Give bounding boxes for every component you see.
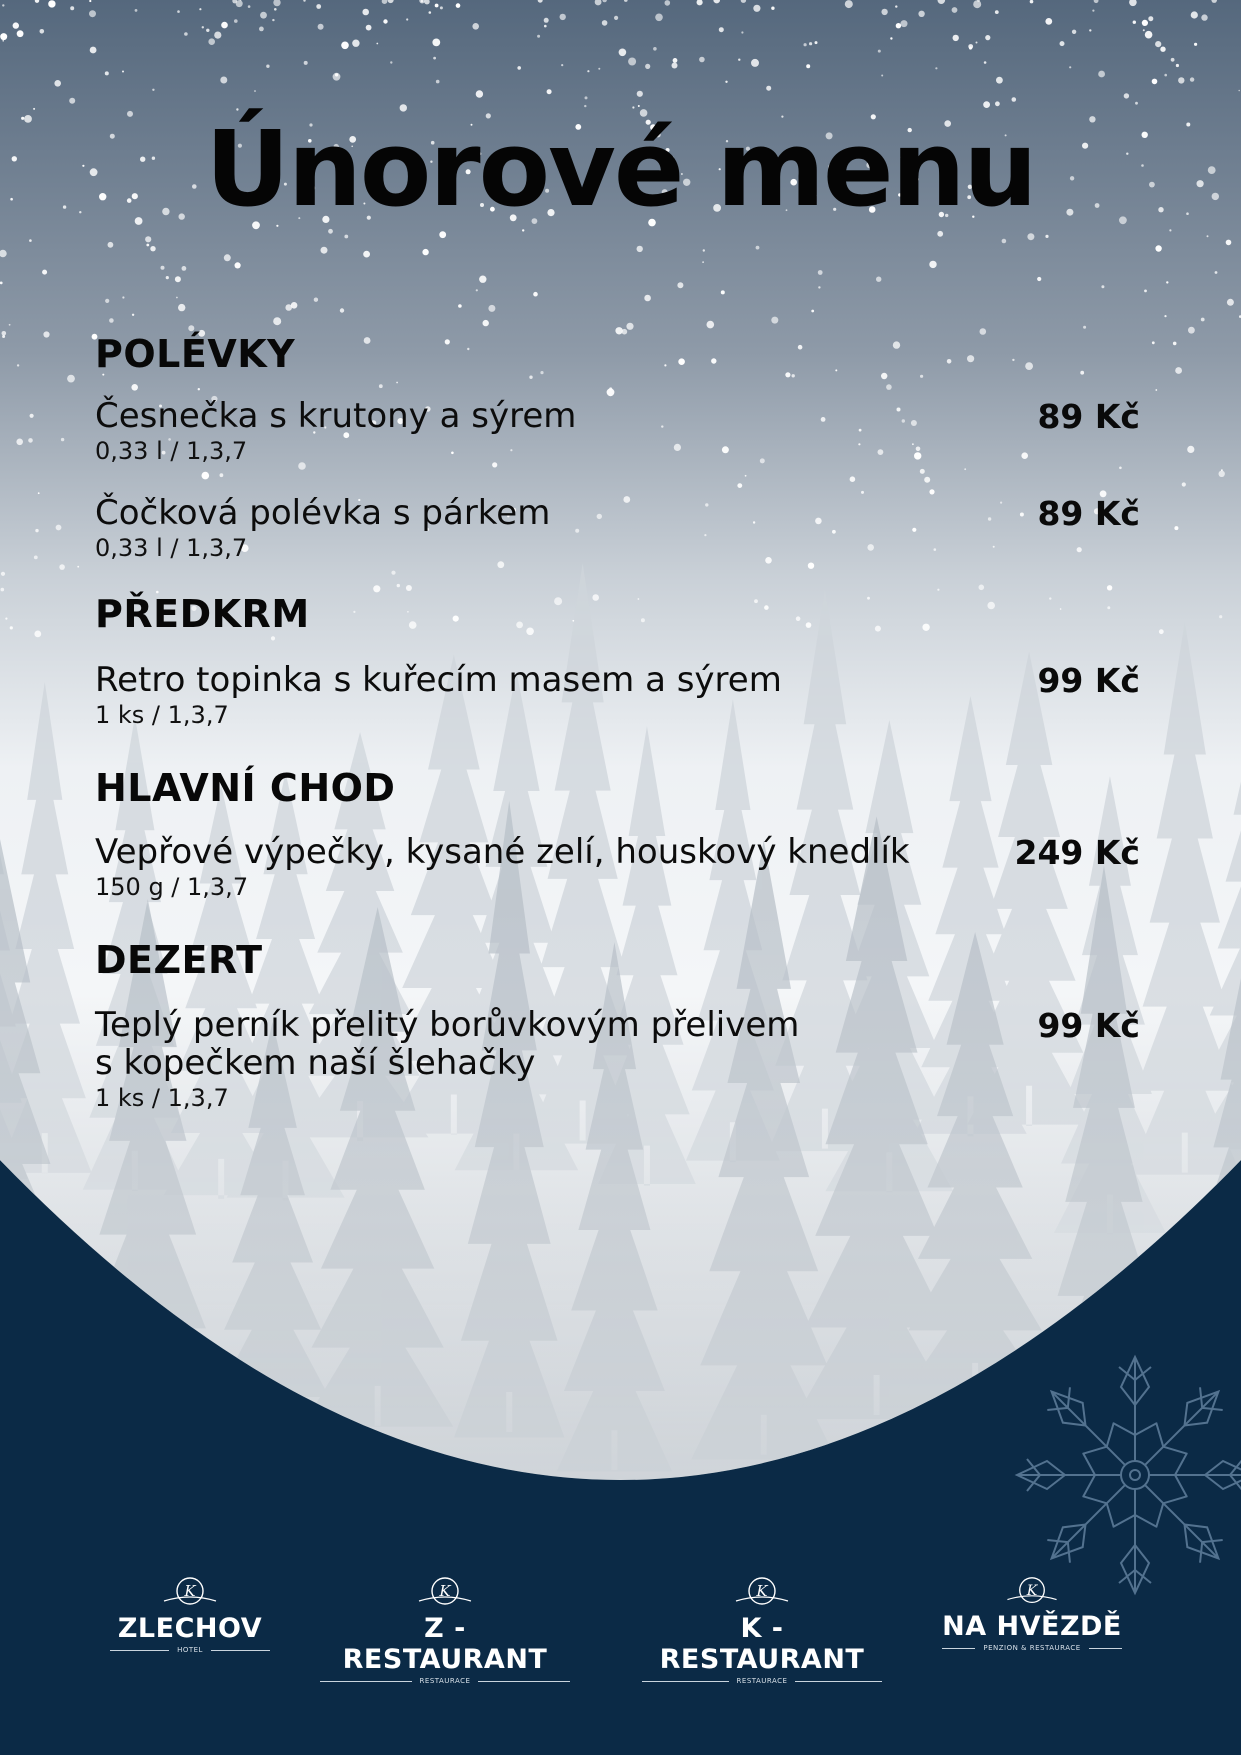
page-title: Únorové menu [205, 108, 1036, 230]
item-name: Retro topinka s kuřecím masem a sýrem [95, 660, 782, 700]
menu-item [95, 1006, 1140, 1112]
logo-rule [942, 1644, 1122, 1652]
logo-na-hvezde [942, 1575, 1122, 1652]
svg-text:K: K [439, 1582, 451, 1600]
k-emblem-icon [160, 1575, 220, 1611]
section-heading-soups: POLÉVKY [95, 332, 296, 376]
item-price: 99 Kč [1037, 661, 1140, 700]
logo-name: Z - RESTAURANT [342, 1613, 548, 1675]
logo-k-restaurant [642, 1575, 882, 1685]
svg-text:K: K [1026, 1582, 1038, 1599]
svg-text:K: K [756, 1582, 768, 1600]
logo-rule [110, 1646, 270, 1654]
item-portion-allergens: 1 ks / 1,3,7 [95, 1084, 229, 1112]
item-price: 99 Kč [1037, 1006, 1140, 1045]
logo-subtitle: RESTAURACE [419, 1677, 471, 1685]
menu-item [95, 661, 1140, 729]
logo-name: NA HVĚZDĚ [942, 1611, 1122, 1642]
k-emblem-icon [415, 1575, 475, 1611]
logo-name: K - RESTAURANT [659, 1613, 865, 1675]
item-portion-allergens: 1 ks / 1,3,7 [95, 701, 229, 729]
logo-zlechov [110, 1575, 270, 1654]
item-price: 89 Kč [1037, 397, 1140, 436]
logo-z-restaurant [320, 1575, 570, 1685]
logo-subtitle: PENZION & RESTAURACE [983, 1644, 1081, 1652]
item-portion-allergens: 0,33 l / 1,3,7 [95, 437, 248, 465]
partner-logos [0, 1575, 1241, 1685]
menu-item [95, 494, 1140, 562]
section-heading-starter: PŘEDKRM [95, 592, 310, 636]
logo-subtitle: HOTEL [177, 1646, 203, 1654]
section-heading-main-course: HLAVNÍ CHOD [95, 766, 396, 810]
item-price: 249 Kč [1014, 833, 1140, 872]
item-portion-allergens: 0,33 l / 1,3,7 [95, 534, 248, 562]
item-name: Teplý perník přelitý borůvkovým přelivem s kopečkem naší šlehačky [95, 1005, 800, 1083]
svg-text:K: K [184, 1582, 196, 1600]
item-name: Vepřové výpečky, kysané zelí, houskový knedlík [95, 832, 910, 872]
k-emblem-icon [1002, 1575, 1062, 1609]
item-price: 89 Kč [1037, 494, 1140, 533]
item-name: Čočková polévka s párkem [95, 493, 551, 533]
logo-name: ZLECHOV [117, 1613, 263, 1644]
logo-rule [320, 1677, 570, 1685]
logo-rule [642, 1677, 882, 1685]
logo-subtitle: RESTAURACE [736, 1677, 788, 1685]
menu-item [95, 397, 1140, 465]
section-heading-dessert: DEZERT [95, 938, 263, 982]
item-portion-allergens: 150 g / 1,3,7 [95, 873, 249, 901]
k-emblem-icon [732, 1575, 792, 1611]
menu-item [95, 833, 1140, 901]
item-name: Česnečka s krutony a sýrem [95, 396, 577, 436]
